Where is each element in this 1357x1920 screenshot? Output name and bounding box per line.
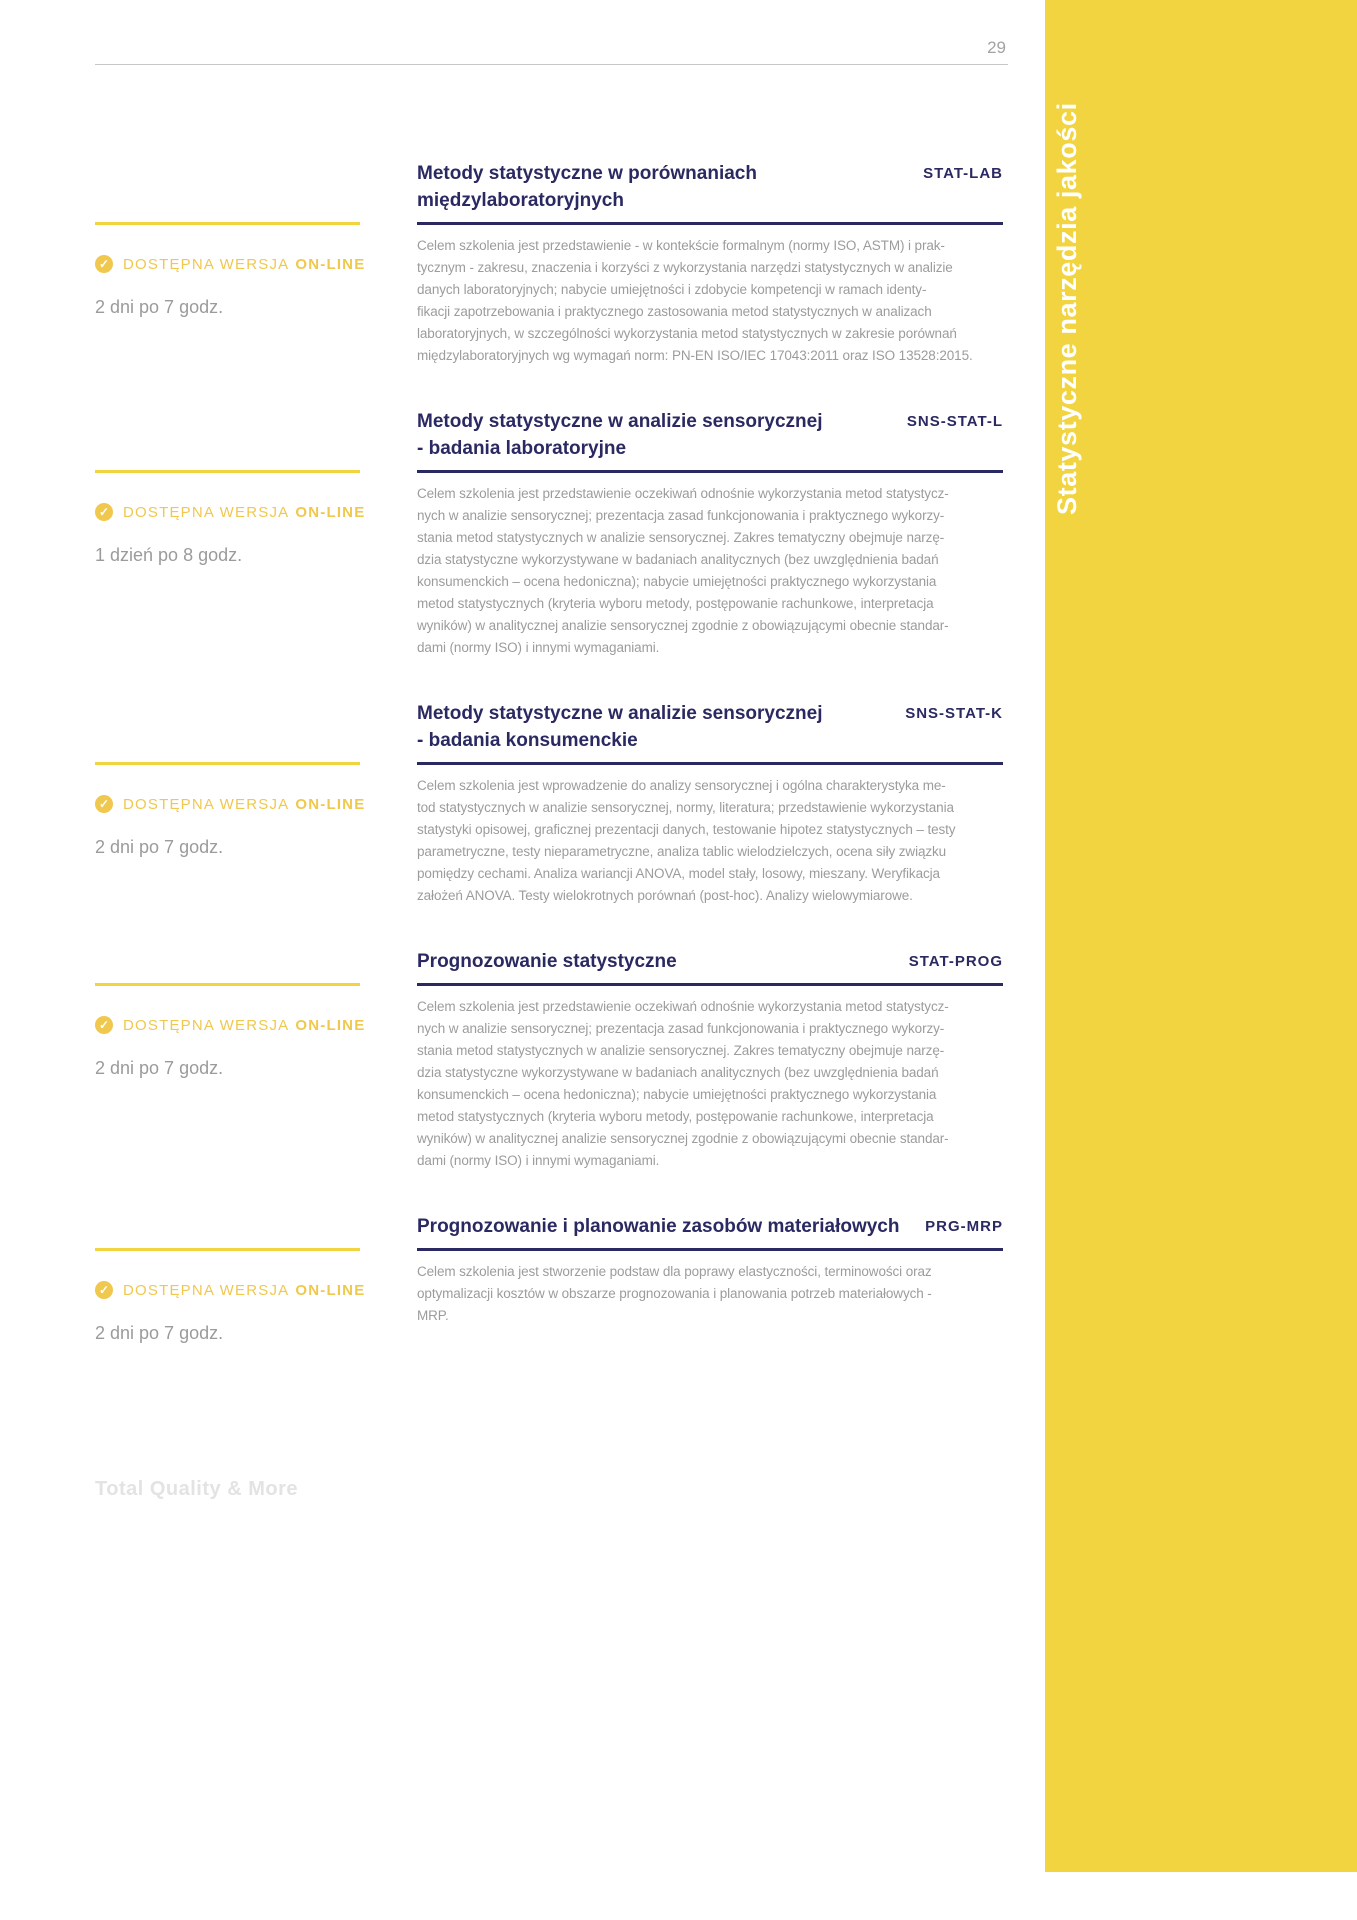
description-line: dami (normy ISO) i innymi wymaganiami. [417,640,660,655]
course-meta-column [95,160,417,367]
description-line: tod statystycznych w analizie sensorycznej, normy, literatura; przedstawienie wykorzystania [417,800,954,815]
footer-logo: Total Quality & More [95,1478,298,1500]
badge-available-label: DOSTĘPNA WERSJA [123,1281,290,1299]
course-title [417,1213,899,1240]
badge-online-label: ON-LINE [295,503,366,521]
online-badge [95,1281,417,1299]
course-title-line: Prognozowanie i planowanie zasobów materiałowych [417,1216,900,1237]
course-description [417,996,1003,1172]
course-code: STAT-PROG [908,953,1003,970]
description-line: dzia statystyczne wykorzystywane w badaniach analitycznych (bez uwzględnienia badań [417,552,939,567]
course-section [95,408,1003,659]
online-badge [95,255,417,273]
description-line: Celem szkolenia jest przedstawienie oczekiwań odnośnie wykorzystania metod statystycz- [417,486,949,501]
check-circle-icon: ✓ [95,1016,113,1034]
course-title-line: Metody statystyczne w analizie sensorycznej [417,703,823,724]
description-line: optymalizacji kosztów w obszarze prognozowania i planowania potrzeb materiałowych - [417,1286,932,1301]
course-duration: 2 dni po 7 godz. [95,297,224,317]
course-title-line: Metody statystyczne w porównaniach [417,163,757,184]
course-title [417,700,823,754]
title-rule [417,470,1003,473]
course-meta-column [95,1213,417,1344]
description-line: założeń ANOVA. Testy wielokrotnych porównań (post-hoc). Analizy wielowymiarowe. [417,888,913,903]
course-title-row [417,408,1003,462]
section-divider [95,1248,360,1251]
course-code: SNS-STAT-L [906,413,1003,430]
course-main-column [417,700,1003,907]
section-divider [95,762,360,765]
section-divider [95,983,360,986]
course-main-column [417,160,1003,367]
check-circle-icon: ✓ [95,255,113,273]
course-duration: 2 dni po 7 godz. [95,1058,224,1078]
description-line: wyników) w analitycznej analizie sensorycznej zgodnie z obowiązującymi obecnie standar- [417,618,949,633]
section-divider [95,222,360,225]
course-duration: 2 dni po 7 godz. [95,1323,224,1343]
course-meta-column [95,948,417,1172]
online-badge [95,1016,417,1034]
course-title-line: Prognozowanie statystyczne [417,951,677,972]
check-circle-icon: ✓ [95,795,113,813]
course-title-line: - badania konsumenckie [417,730,638,751]
title-rule [417,762,1003,765]
course-title [417,408,823,462]
course-title-line: Metody statystyczne w analizie sensorycznej [417,411,823,432]
description-line: fikacji zapotrzebowania i praktycznego zastosowania metod statystycznych w analizach [417,304,932,319]
description-line: dzia statystyczne wykorzystywane w badaniach analitycznych (bez uwzględnienia badań [417,1065,939,1080]
course-code: PRG-MRP [925,1218,1003,1235]
title-rule [417,983,1003,986]
description-line: konsumenckich – ocena hedoniczna); nabycie umiejętności praktycznego wykorzystania [417,574,937,589]
course-description [417,775,1003,907]
description-line: laboratoryjnych, w szczególności wykorzystania metod statystycznych w zakresie porównań [417,326,957,341]
course-title-row [417,160,1003,214]
section-divider [95,470,360,473]
badge-online-label: ON-LINE [295,795,366,813]
description-line: międzylaboratoryjnych wg wymagań norm: PN-EN ISO/IEC 17043:2011 oraz ISO 13528:2015. [417,348,973,363]
description-line: wyników) w analitycznej analizie sensorycznej zgodnie z obowiązującymi obecnie standar- [417,1131,949,1146]
course-main-column [417,1213,1003,1344]
sidebar-accent-band [1045,0,1357,1872]
badge-available-label: DOSTĘPNA WERSJA [123,503,290,521]
description-line: stania metod statystycznych w analizie sensorycznej. Zakres tematyczny obejmuje narzę- [417,530,945,545]
course-duration: 1 dzień po 8 godz. [95,545,243,565]
page-number: 29 [987,38,1006,57]
course-title-row [417,700,1003,754]
title-rule [417,1248,1003,1251]
description-line: Celem szkolenia jest przedstawienie - w kontekście formalnym (normy ISO, ASTM) i prak- [417,238,945,253]
description-line: Celem szkolenia jest stworzenie podstaw dla poprawy elastyczności, terminowości oraz [417,1264,932,1279]
badge-online-label: ON-LINE [295,1281,366,1299]
course-description [417,235,1003,367]
course-section [95,1213,1003,1344]
badge-online-label: ON-LINE [295,1016,366,1034]
description-line: tycznym - zakresu, znaczenia i korzyści z wykorzystania narzędzi statystycznych w analizie [417,260,953,275]
course-main-column [417,408,1003,659]
course-main-column [417,948,1003,1172]
description-line: nych w analizie sensorycznej; prezentacja zasad funkcjonowania i praktycznego wykorzy- [417,508,945,523]
description-line: danych laboratoryjnych; nabycie umiejętności i zdobycie kompetencji w ramach identy- [417,282,927,297]
description-line: konsumenckich – ocena hedoniczna); nabycie umiejętności praktycznego wykorzystania [417,1087,937,1102]
course-code: SNS-STAT-K [905,705,1003,722]
course-title-line: - badania laboratoryjne [417,438,627,459]
course-title [417,948,677,975]
course-section [95,700,1003,907]
badge-available-label: DOSTĘPNA WERSJA [123,1016,290,1034]
description-line: metod statystycznych (kryteria wyboru metody, postępowanie rachunkowe, interpretacja [417,596,934,611]
badge-online-label: ON-LINE [295,255,366,273]
online-badge [95,795,417,813]
description-line: pomiędzy cechami. Analiza wariancji ANOVA, model stały, losowy, mieszany. Weryfikacja [417,866,940,881]
course-list [95,160,1003,1385]
check-circle-icon: ✓ [95,503,113,521]
course-section [95,948,1003,1172]
course-meta-column [95,408,417,659]
header-rule [95,64,1008,65]
description-line: Celem szkolenia jest wprowadzenie do analizy sensorycznej i ogólna charakterystyka me- [417,778,946,793]
check-circle-icon: ✓ [95,1281,113,1299]
course-code: STAT-LAB [923,165,1003,182]
course-title-row [417,948,1003,975]
description-line: parametryczne, testy nieparametryczne, analiza tablic wielodzielczych, ocena siły związku [417,844,947,859]
description-line: nych w analizie sensorycznej; prezentacja zasad funkcjonowania i praktycznego wykorzy- [417,1021,945,1036]
badge-available-label: DOSTĘPNA WERSJA [123,255,290,273]
description-line: Celem szkolenia jest przedstawienie oczekiwań odnośnie wykorzystania metod statystycz- [417,999,949,1014]
sidebar-vertical-label: Statystyczne narzędzia jakości [1052,102,1082,515]
course-description [417,483,1003,659]
description-line: stania metod statystycznych w analizie sensorycznej. Zakres tematyczny obejmuje narzę- [417,1043,945,1058]
online-badge [95,503,417,521]
title-rule [417,222,1003,225]
course-section [95,160,1003,367]
description-line: dami (normy ISO) i innymi wymaganiami. [417,1153,660,1168]
course-meta-column [95,700,417,907]
description-line: statystyki opisowej, graficznej prezentacji danych, testowanie hipotez statystycznych – testy [417,822,956,837]
description-line: MRP. [417,1308,449,1323]
course-title-line: międzylaboratoryjnych [417,190,624,211]
badge-available-label: DOSTĘPNA WERSJA [123,795,290,813]
description-line: metod statystycznych (kryteria wyboru metody, postępowanie rachunkowe, interpretacja [417,1109,934,1124]
course-duration: 2 dni po 7 godz. [95,837,224,857]
course-description [417,1261,1003,1327]
course-title-row [417,1213,1003,1240]
course-title [417,160,757,214]
